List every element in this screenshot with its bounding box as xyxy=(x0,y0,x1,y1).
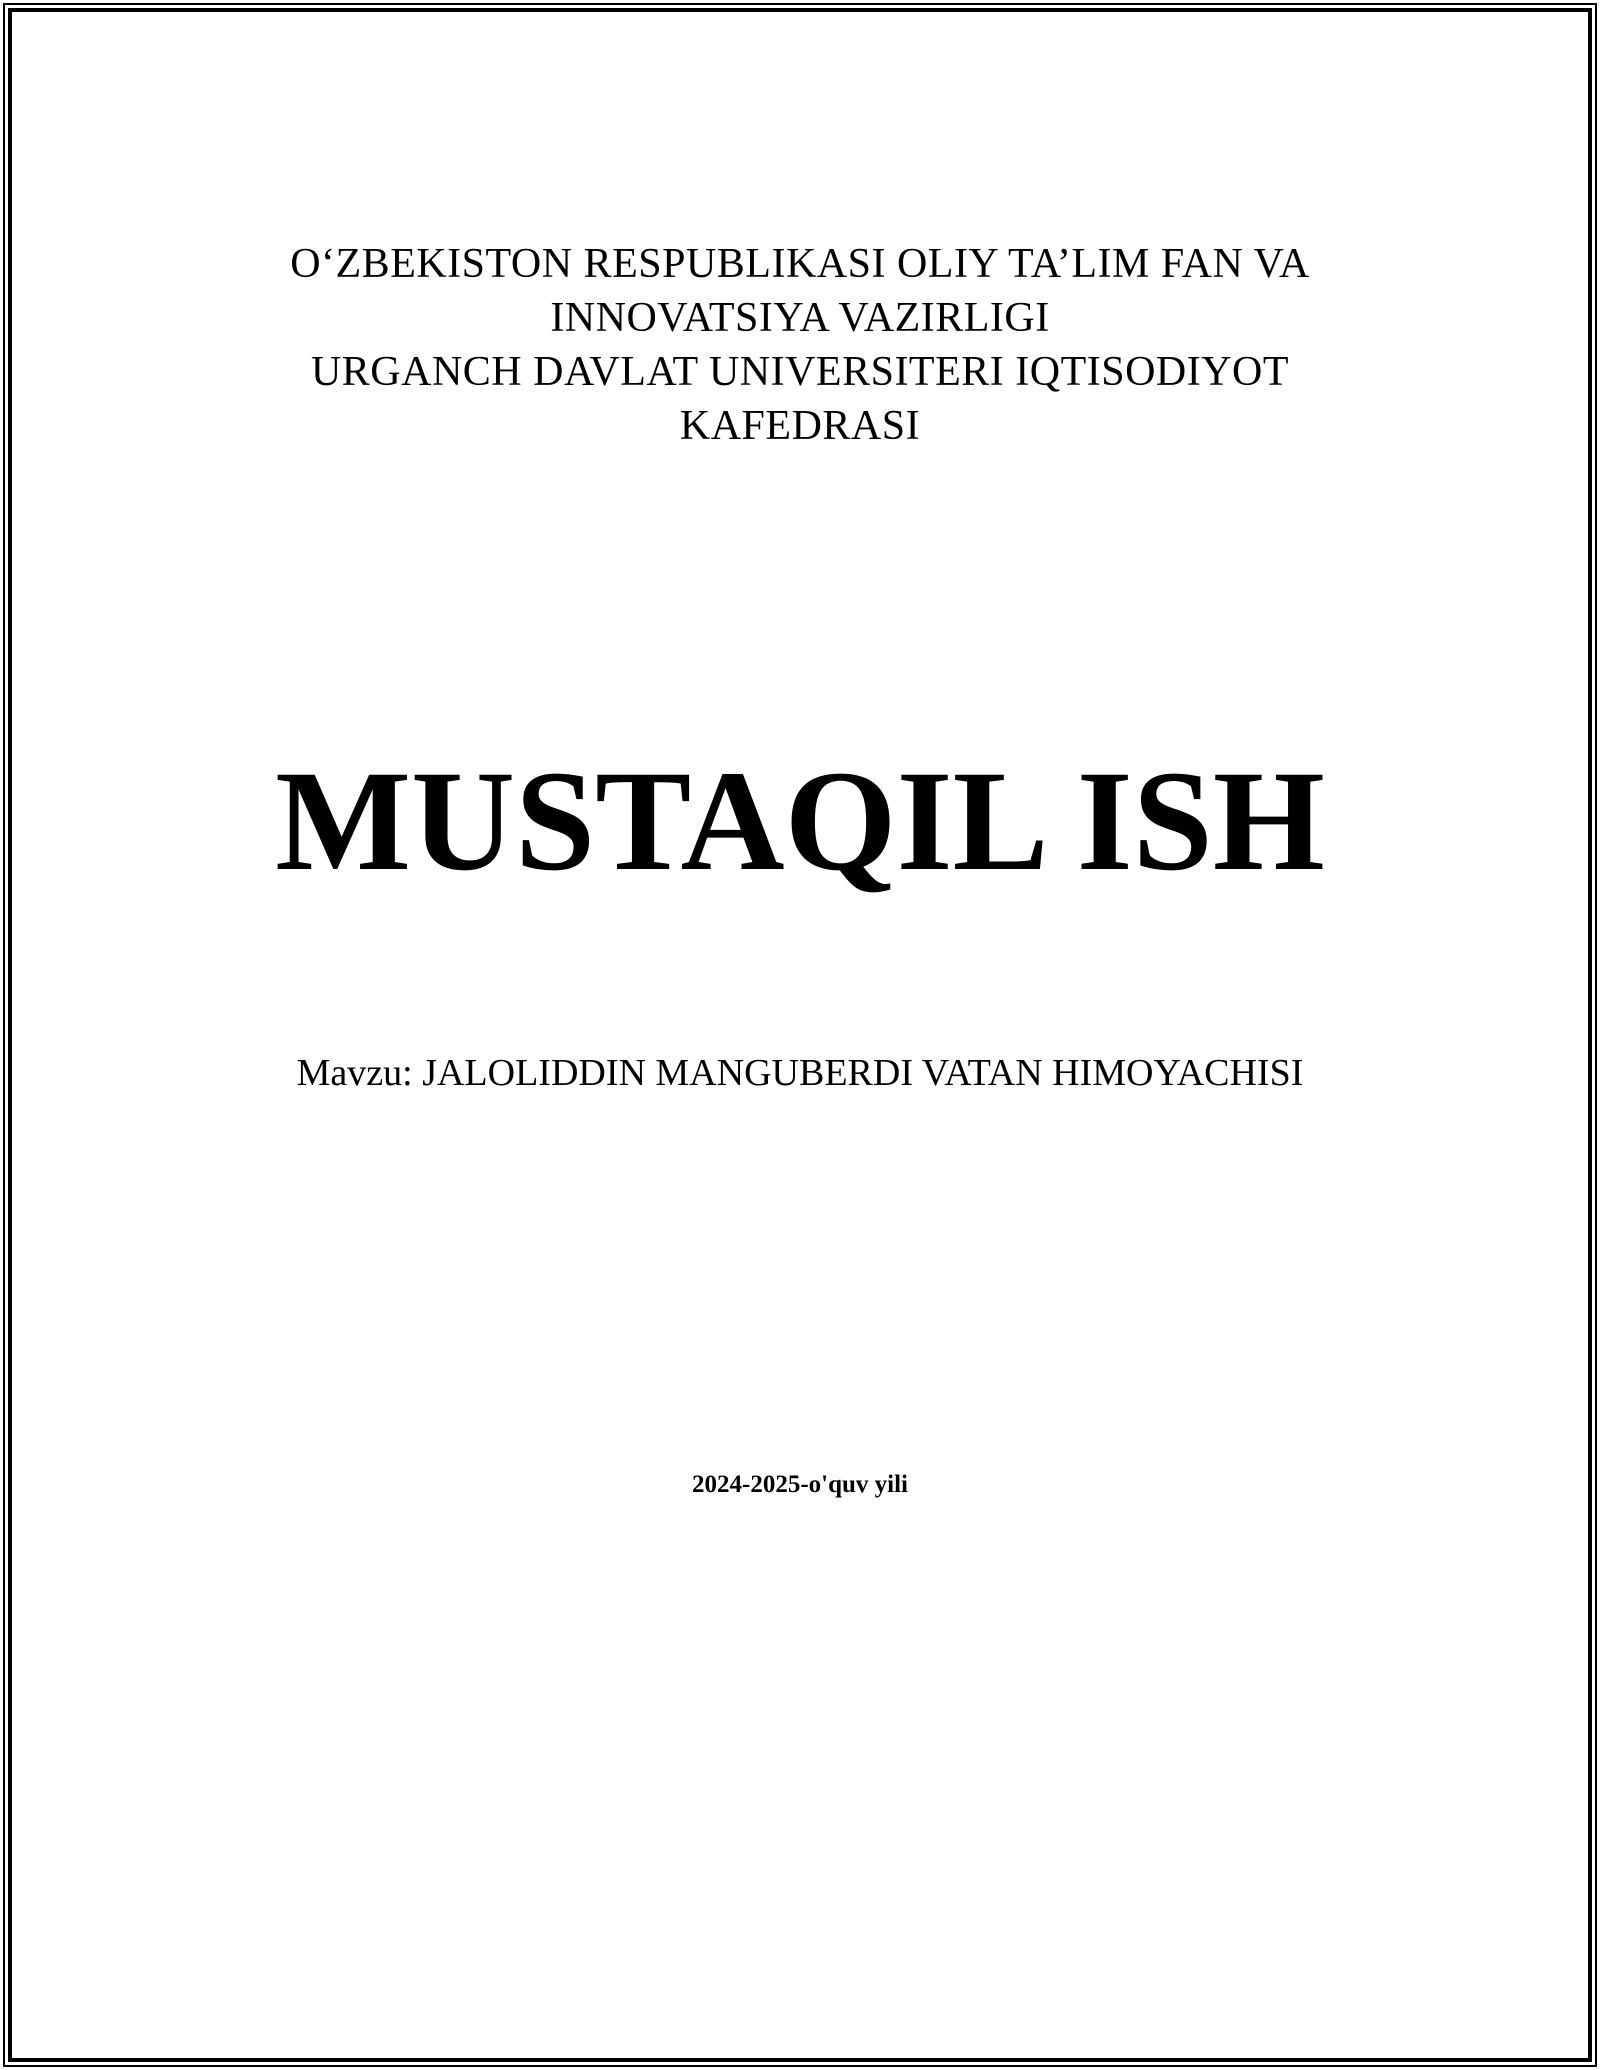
header-line-4: KAFEDRASI xyxy=(679,403,921,449)
header-line-1: O‘ZBEKISTON RESPUBLIKASI OLIY TA’LIM FAN VA xyxy=(290,241,1310,287)
header-line-3: URGANCH DAVLAT UNIVERSITERI IQTISODIYOT xyxy=(310,349,1290,395)
topic-line: Mavzu: JALOLIDDIN MANGUBERDI VATAN HIMOYACHISI xyxy=(296,1052,1304,1094)
academic-year: 2024-2025-o'quv yili xyxy=(692,1471,908,1498)
document-title: MUSTAQIL ISH xyxy=(275,742,1325,901)
institution-header xyxy=(60,237,1540,453)
header-line-2: INNOVATSIYA VAZIRLIGI xyxy=(550,295,1050,341)
